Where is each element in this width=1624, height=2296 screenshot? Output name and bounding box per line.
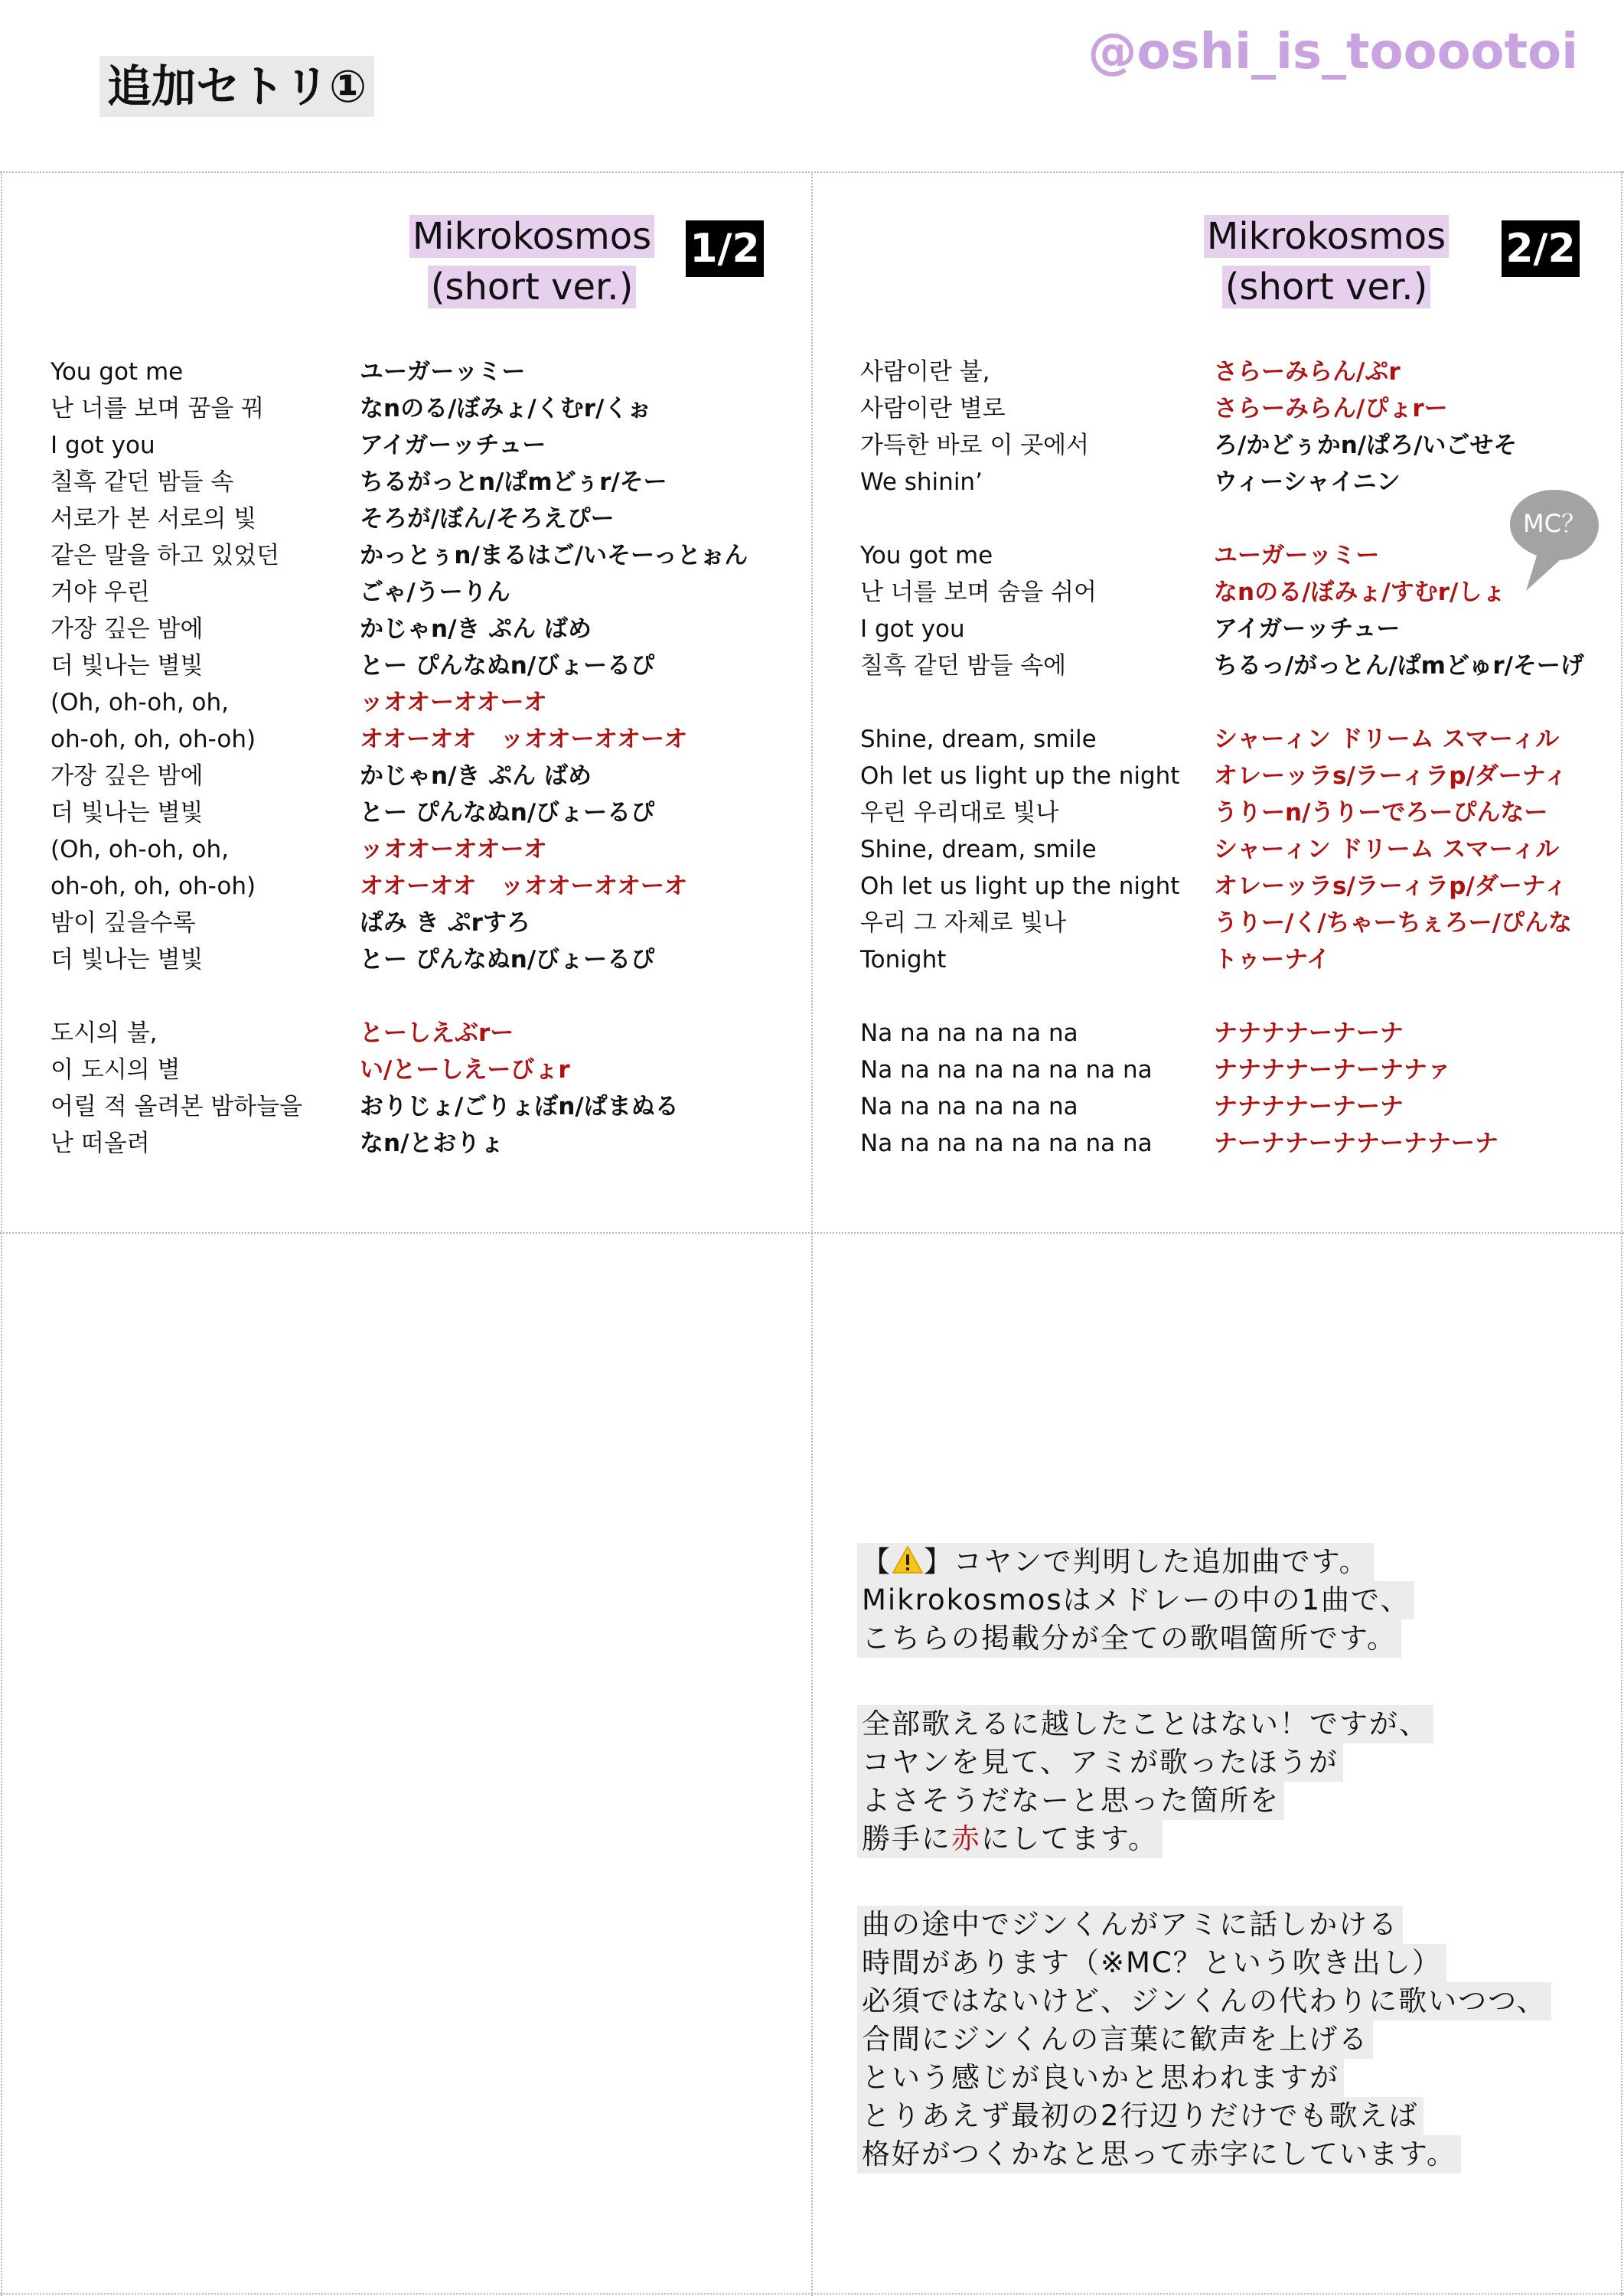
lyric-original: I got you [51,432,155,459]
lyric-reading: オオーオオ ッオオーオオーオ [360,726,688,753]
lyric-reading: とー ぴんなぬn/びょーるぴ [360,652,655,680]
lyric-reading: ッオオーオオーオ [360,689,547,716]
note-line [857,1743,1343,1782]
lyric-original: 이 도시의 별 [51,1056,181,1084]
lyric-original: Na na na na na na na na [860,1130,1153,1157]
notes-section [857,1543,1622,2221]
lyric-reading: なnのる/ぼみょ/すむr/しょ [1214,579,1506,606]
note-line [857,1581,1414,1619]
lyric-reading: かじゃn/き ぷん ばめ [360,762,592,790]
lyric-reading: ウィーシャイニン [1214,468,1401,496]
lyric-original: 사람이란 별로 [860,395,1006,422]
lyric-original: I got you [860,615,965,643]
lyric-reading: オオーオオ ッオオーオオーオ [360,872,688,900]
lyric-reading: うりーn/うりーでろーぴんなー [1214,799,1548,827]
note-text: 勝手に [862,1822,951,1855]
lyric-original: oh-oh, oh, oh-oh) [51,726,256,753]
author-handle: @oshi_is_tooootoi [1088,24,1578,80]
lyric-reading: なn/とおりょ [360,1130,504,1157]
lyric-original: Shine, dream, smile [860,836,1097,863]
lyric-reading: ちるがっとn/ぱmどぅr/そー [360,468,667,496]
lyric-original: Shine, dream, smile [860,726,1097,753]
lyric-reading: かじゃn/き ぷん ばめ [360,615,592,643]
note-line [857,1782,1284,1820]
note-text-red: 赤 [951,1822,981,1855]
lyric-reading: うりー/く/ちゃーちぇろー/ぴんな [1214,909,1572,937]
lyric-original: 난 너를 보며 꿈을 꿔 [51,395,264,422]
lyric-reading: さらーみらん/ぴょrー [1214,395,1448,422]
song-title [1173,211,1479,312]
lyric-reading: とー ぴんなぬn/びょーるぴ [360,946,655,974]
lyric-original: 칠흑 같던 밤들 속에 [860,652,1067,680]
lyric-original: 가득한 바로 이 곳에서 [860,432,1090,459]
lyric-reading: ナーナナーナナーナナーナ [1214,1130,1498,1157]
lyric-original: 거야 우린 [51,579,150,606]
song-title-line1: Mikrokosmos [1204,215,1449,258]
lyric-reading: アイガーッチュー [360,432,546,459]
lyric-reading: ユーガーッミー [1214,542,1380,569]
part-badge: 2/2 [1502,220,1580,277]
lyric-reading: オレーッラs/ラーィラp/ダーナィ [1214,762,1568,790]
note-text: 【 [862,1545,892,1578]
lyric-original: You got me [860,542,993,569]
lyric-original: 우리 그 자체로 빛나 [860,909,1067,937]
lyric-original: 칠흑 같던 밤들 속 [51,468,234,496]
lyric-reading: かっとぅn/まるはご/いそーっとぉん [360,542,748,569]
lyric-reading: ちるっ/がっとん/ぱmどゅr/そーげ [1214,652,1584,680]
lyric-original: 어릴 적 올려본 밤하늘을 [51,1093,303,1120]
lyrics-panel-part-2 [813,173,1622,1231]
song-title-line1: Mikrokosmos [409,215,654,258]
lyric-reading: ナナナナーナーナ [1214,1093,1404,1120]
note-line [857,1705,1433,1743]
lyric-original: Na na na na na na [860,1019,1078,1047]
lyric-original: Na na na na na na na na [860,1056,1153,1084]
lyric-original: (Oh, oh-oh, oh, [51,836,230,863]
lyric-reading: アイガーッチュー [1214,615,1401,643]
speech-bubble-icon [1509,488,1600,595]
lyric-original: 더 빛나는 별빛 [51,652,204,680]
note-line [857,2020,1373,2059]
note-text: こちらの掲載分が全ての歌唱箇所です。 [862,1622,1397,1655]
note-text: Mikrokosmosはメドレーの中の1曲で、 [862,1583,1410,1616]
warning-icon [892,1545,924,1584]
note-block [857,1543,1622,1658]
note-text: コヤンを見て、アミが歌ったほうが [862,1746,1339,1779]
lyric-original: 사람이란 불, [860,358,990,386]
song-title [379,211,685,312]
lyric-reading: ッオオーオオーオ [360,836,547,863]
lyric-reading: なnのる/ぼみょ/くむr/くぉ [360,395,651,422]
lyric-reading: ユーガーッミー [360,358,526,386]
mc-bubble-text: MC？ [1523,509,1586,538]
note-text: という感じが良いかと思われますが [862,2061,1339,2094]
lyric-reading: トゥーナイ [1214,946,1331,974]
note-line [857,1944,1446,1982]
note-line [857,1619,1401,1658]
song-title-line2: (short ver.) [428,266,637,308]
lyric-reading: ぱみ き ぷrすろ [360,909,530,937]
lyric-reading: シャーィン ドリーム スマーィル [1214,726,1560,753]
note-text: 全部歌えるに越したことはない！ですが、 [862,1707,1429,1740]
lyric-original: 같은 말을 하고 있었던 [51,542,280,569]
note-text: 時間があります（※MC？という吹き出し） [862,1946,1442,1979]
lyric-reading: オレーッラs/ラーィラp/ダーナィ [1214,872,1568,900]
lyric-reading: い/とーしえーびょr [360,1056,570,1084]
lyric-original: 가장 깊은 밤에 [51,762,204,790]
lyric-reading: とーしえぶrー [360,1019,514,1047]
part-badge: 1/2 [686,220,764,277]
note-text: 曲の途中でジンくんがアミに話しかける [862,1908,1399,1941]
note-text: よさそうだなーと思った箇所を [862,1784,1280,1817]
lyric-original: 더 빛나는 별빛 [51,946,204,974]
lyric-reading: そろが/ぼん/そろえぴー [360,505,615,533]
page-title: 追加セトリ① [99,56,374,117]
lyric-original: Na na na na na na [860,1093,1078,1120]
lyric-original: 도시의 불, [51,1019,158,1047]
lyric-original: Oh let us light up the night [860,872,1180,900]
mc-speech-bubble [1509,488,1600,565]
lyric-original: Tonight [860,946,947,974]
lyric-original: 우린 우리대로 빛나 [860,799,1059,827]
note-text: にしてます。 [981,1822,1159,1855]
note-line [857,2097,1423,2135]
lyric-reading: シャーィン ドリーム スマーィル [1214,836,1560,863]
note-text: 必須ではないけど、ジンくんの代わりに歌いつつ、 [862,1985,1547,2017]
note-line [857,1820,1163,1858]
note-text: とりあえず最初の2行辺りだけでも歌えば [862,2099,1419,2132]
note-line [857,1906,1403,1944]
lyric-original: 서로가 본 서로의 빛 [51,505,257,533]
song-title-line2: (short ver.) [1222,266,1431,308]
note-text: 合間にジンくんの言葉に歓声を上げる [862,2023,1369,2056]
lyric-original: oh-oh, oh, oh-oh) [51,872,256,900]
lyric-original: 난 떠올려 [51,1130,150,1157]
lyric-original: 난 너를 보며 숨을 쉬어 [860,579,1097,606]
note-block [857,1906,1622,2174]
lyric-original: We shinin’ [860,468,983,496]
lyric-reading: さらーみらん/ぷr [1214,358,1401,386]
lyric-original: (Oh, oh-oh, oh, [51,689,230,716]
lyric-reading: ナナナナーナーナナァ [1214,1056,1451,1084]
note-line [857,2059,1344,2097]
note-block [857,1705,1622,1858]
lyric-original: You got me [51,358,184,386]
note-line [857,1982,1551,2020]
note-line [857,2135,1461,2174]
lyric-original: 더 빛나는 별빛 [51,799,204,827]
lyric-reading: おりじょ/ごりょぼn/ぱまぬる [360,1093,679,1120]
lyric-original: Oh let us light up the night [860,762,1180,790]
lyric-reading: ナナナナーナーナ [1214,1019,1404,1047]
lyric-original: 밤이 깊을수록 [51,909,196,937]
lyric-reading: とー ぴんなぬn/びょーるぴ [360,799,655,827]
note-text: 】コヤンで判明した追加曲です。 [924,1545,1369,1578]
note-line [857,1543,1374,1581]
note-text: 格好がつくかなと思って赤字にしています。 [862,2138,1457,2170]
lyric-reading: ごゃ/うーりん [360,579,510,606]
lyrics-panel-part-1 [0,173,810,1231]
lyric-reading: ろ/かどぅかn/ぱろ/いごせそ [1214,432,1518,459]
lyric-original: 가장 깊은 밤에 [51,615,204,643]
